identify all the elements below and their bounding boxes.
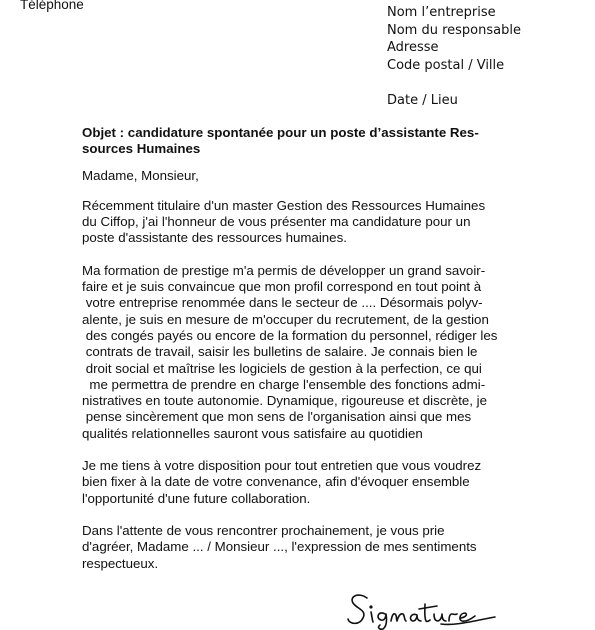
recipient-contact-name: Nom du responsable	[387, 22, 521, 38]
recipient-address: Adresse	[387, 40, 439, 55]
letter-subject	[82, 125, 514, 158]
text-line: respectueux.	[82, 555, 159, 571]
text-line: me permettra de prendre en charge l'ensemble des fonctions admi-	[82, 376, 486, 392]
text-line: qualités relationnelles sauront vous satisfaire au quotidien	[82, 425, 423, 441]
handwritten-signature	[345, 588, 505, 630]
text-line: l'opportunité d'une future collaboration.	[82, 490, 311, 506]
text-line: contrats de travail, saisir les bulletins de salaire. Je connais bien le	[82, 344, 478, 360]
letter-body	[82, 125, 514, 588]
text-line: Dans l'attente de vous rencontrer prochainement, je vous prie	[82, 522, 445, 538]
text-line: votre entreprise renommée dans le secteur de .... Désormais polyv-	[82, 295, 483, 311]
text-line: du Ciffop, j'ai l'honneur de vous présenter ma candidature pour un	[82, 214, 471, 230]
text-line: Ma formation de prestige m'a permis de développer un grand savoir-	[82, 262, 486, 278]
text-line: droit social et maîtrise les logiciels de gestion à la perfection, ce qui	[82, 360, 482, 376]
recipient-address-block	[387, 4, 521, 74]
text-line: bien fixer à la date de votre convenance, afin d'évoquer ensemble	[82, 474, 470, 490]
paragraph-availability	[82, 458, 514, 507]
subject-line: sources Humaines	[82, 141, 201, 157]
text-line: nistratives en toute autonomie. Dynamique, rigoureuse et discrète, je	[82, 393, 488, 409]
text-line: Je me tiens à votre disposition pour tout entretien que vous voudrez	[82, 458, 482, 474]
paragraph-qualifications	[82, 263, 514, 442]
paragraph-introduction	[82, 198, 514, 247]
subject-line: Objet : candidature spontanée pour un poste d’assistante Res-	[82, 125, 479, 140]
text-line: pense sincèrement que mon sens de l'organisation ainsi que mes	[82, 409, 472, 425]
sender-block	[20, 0, 84, 13]
text-line: alente, je suis en mesure de m'occuper du recrutement, de la gestion	[82, 311, 489, 327]
paragraph-closing	[82, 523, 514, 572]
text-line: des congés payés ou encore de la formation du personnel, rédiger les	[82, 327, 498, 343]
letter-greeting: Madame, Monsieur,	[82, 167, 199, 183]
sender-phone-label: Téléphone	[20, 0, 84, 12]
text-line: poste d'assistante des ressources humaines.	[82, 230, 347, 246]
text-line: d'agréer, Madame ... / Monsieur ..., l'expression de mes sentiments	[82, 539, 477, 555]
date-place: Date / Lieu	[387, 93, 458, 108]
recipient-company: Nom l’entreprise	[387, 5, 496, 20]
text-line: Récemment titulaire d'un master Gestion des Ressources Humaines	[82, 197, 486, 213]
text-line: faire et je suis convaincue que mon profil correspond en tout point à	[82, 279, 482, 295]
recipient-postal-city: Code postal / Ville	[387, 57, 505, 73]
